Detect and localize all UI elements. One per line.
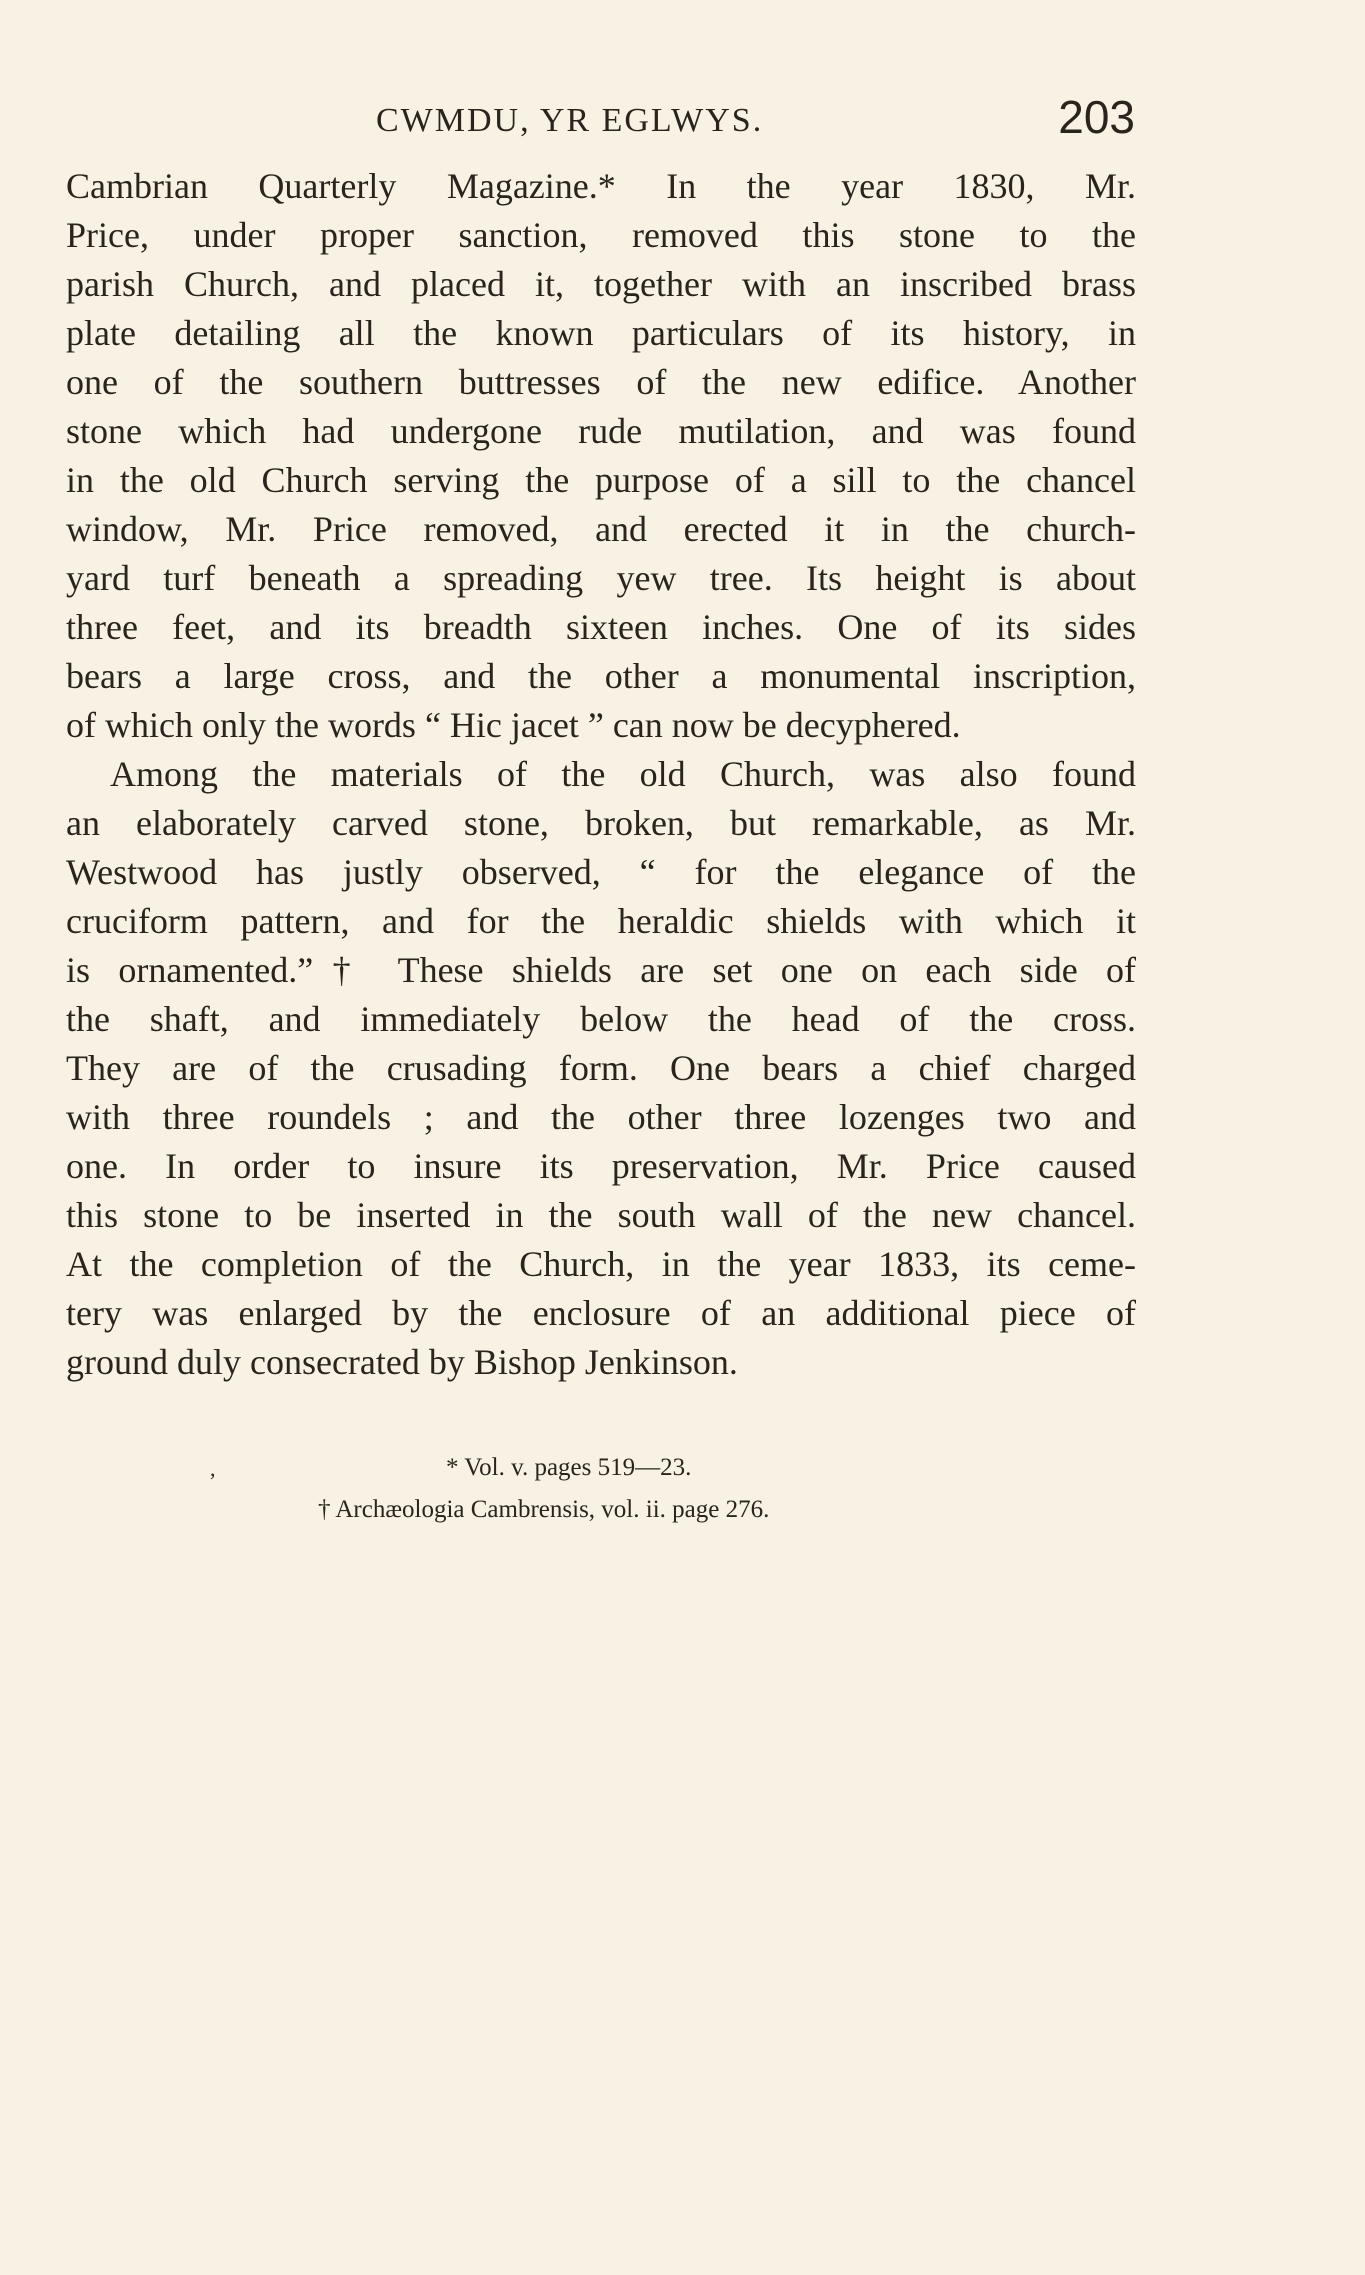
text-line: the shaft, and immediately below the head of the cross. bbox=[66, 999, 1136, 1039]
running-head bbox=[66, 91, 1135, 152]
text-line: ground duly consecrated by Bishop Jenkinson. bbox=[66, 1342, 738, 1382]
text-line: is ornamented.”† These shields are set one on each side of bbox=[66, 950, 1136, 990]
footnote-1: * Vol. v. pages 519—23. bbox=[446, 1454, 692, 1481]
text-line: Among the materials of the old Church, was also found bbox=[110, 754, 1136, 794]
text-line: one of the southern buttresses of the new edifice. Another bbox=[66, 362, 1136, 402]
text-line: yard turf beneath a spreading yew tree. Its height is about bbox=[66, 558, 1136, 598]
text-line: Cambrian Quarterly Magazine.* In the year 1830, Mr. bbox=[66, 166, 1136, 206]
text-line: with three roundels ; and the other three lozenges two and bbox=[66, 1097, 1136, 1137]
running-title: CWMDU, YR EGLWYS. bbox=[376, 102, 764, 139]
text-line: an elaborately carved stone, broken, but remarkable, as Mr. bbox=[66, 803, 1136, 843]
text-line: three feet, and its breadth sixteen inches. One of its sides bbox=[66, 607, 1136, 647]
text-line: parish Church, and placed it, together with an inscribed brass bbox=[66, 264, 1136, 304]
text-line: plate detailing all the known particulars of its history, in bbox=[66, 313, 1136, 353]
text-line: stone which had undergone rude mutilation, and was found bbox=[66, 411, 1136, 451]
text-line: They are of the crusading form. One bears a chief charged bbox=[66, 1048, 1136, 1088]
text-line: in the old Church serving the purpose of a sill to the chancel bbox=[66, 460, 1136, 500]
text-line: At the completion of the Church, in the year 1833, its ceme- bbox=[66, 1244, 1136, 1284]
footnote-2: † Archæologia Cambrensis, vol. ii. page 276. bbox=[318, 1496, 770, 1523]
text-line: tery was enlarged by the enclosure of an additional piece of bbox=[66, 1293, 1136, 1333]
text-line: window, Mr. Price removed, and erected it in the church- bbox=[66, 509, 1136, 549]
stray-mark: , bbox=[210, 1456, 216, 1481]
text-line: Price, under proper sanction, removed this stone to the bbox=[66, 215, 1136, 255]
text-line: this stone to be inserted in the south wall of the new chancel. bbox=[66, 1195, 1136, 1235]
text-line: bears a large cross, and the other a monumental inscription, bbox=[66, 656, 1136, 696]
text-line: one. In order to insure its preservation, Mr. Price caused bbox=[66, 1146, 1136, 1186]
page-number: 203 bbox=[1058, 91, 1135, 143]
text-line: Westwood has justly observed, “ for the elegance of the bbox=[66, 852, 1136, 892]
body-text bbox=[66, 162, 1136, 1387]
text-line: cruciform pattern, and for the heraldic shields with which it bbox=[66, 901, 1136, 941]
text-line: of which only the words “ Hic jacet ” can now be decyphered. bbox=[66, 705, 961, 745]
